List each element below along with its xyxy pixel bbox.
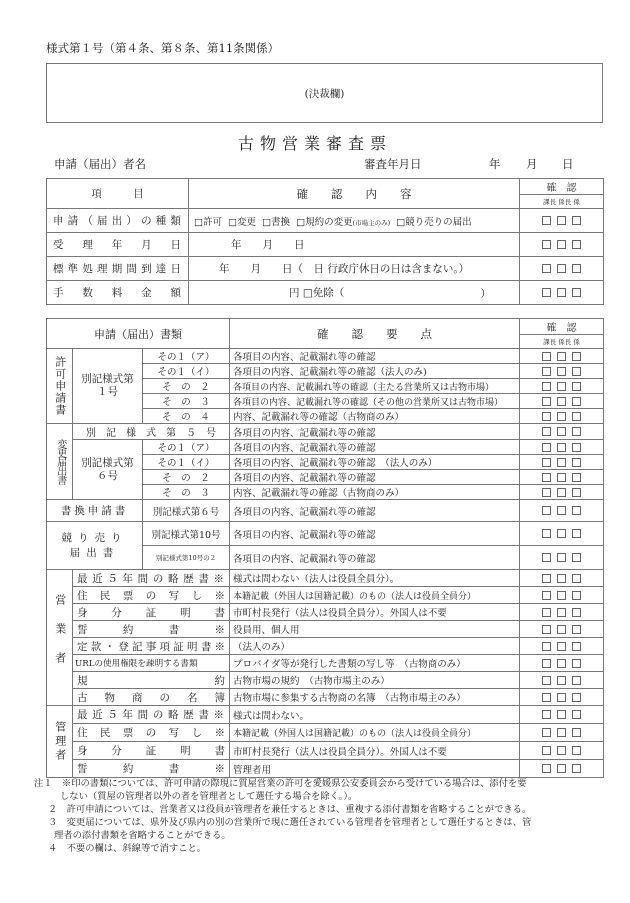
sub-item: その１（イ） [143,364,230,379]
table-row [47,587,604,604]
check-point: 内容、記載漏れ等の確認（古物商のみ） [230,485,520,500]
col-header-content-text: 確 認 内 容 [296,186,412,201]
row-label: 申請（届出）の種類 [47,209,189,233]
application-info-table [46,178,604,305]
confirm-checkboxes[interactable] [520,587,604,604]
note-3: ３ 変更届については、県外及び県内の別の営業所で現に選任されている管理者を管理者として選任するときは、管 [48,817,532,828]
check-point: 各項目の内容、記載漏れ等の確認 [230,349,520,364]
table-row [47,209,604,233]
check-point: 様式は問わない。 [230,706,520,724]
table-row [47,500,604,522]
change-form5: 別 記 様 式 第 ５ 号 [73,424,230,440]
confirm-checkboxes[interactable] [520,500,604,522]
note-1-cont: しない（質屋の管理者以外の者を管理者として選任する場合を除く。）。 [60,791,358,802]
table-row [47,760,604,778]
confirm-checkboxes[interactable] [520,257,604,281]
note-1: 注１ ※印の書類については、許可申請の際現に質屋営業の許可を愛媛県公安委員会から受けている場合は、添付を要 [34,778,527,789]
check-point: 各項目の内容、記載漏れ等の確認 [230,500,520,522]
col-header-points [230,319,520,349]
sub-item: その１（ア） [143,440,230,455]
check-point: （法人のみ） [230,638,520,655]
check-point: 内容、記載漏れ等の確認（古物商のみ） [230,409,520,424]
confirm-checkboxes[interactable] [520,546,604,570]
confirm-checkboxes[interactable] [520,724,604,742]
confirm-checkboxes[interactable] [520,672,604,689]
table-row [47,522,604,546]
confirm-checkboxes[interactable] [520,655,604,672]
table-row [47,689,604,706]
confirm-checkboxes[interactable] [520,604,604,621]
table-row [47,724,604,742]
permit-form: 別記様式第１号 [73,349,143,424]
table-row [47,349,604,364]
rewrite-label: 書換申請書 [47,500,143,522]
check-point: 各項目の内容、記載漏れ等の確認 [230,440,520,455]
check-point: 各項目の内容、記載漏れ等の確認 [230,424,520,440]
manager-doc: 住民票の写し※ [73,724,230,742]
confirm-checkboxes[interactable] [520,570,604,587]
check-point: 本籍記載（外国人は国籍記載）のもの（法人は役員全員分） [230,724,520,742]
confirm-roles [520,195,604,209]
review-date-label: 審査年月日 [364,157,422,171]
check-point: 古物市場に参集する古物商の名簿 （古物市場主のみ） [230,689,520,706]
confirm-checkboxes[interactable] [520,760,604,778]
confirm-checkboxes[interactable] [520,424,604,440]
confirm-checkboxes[interactable] [520,440,604,455]
row-label: 受理年月日 [47,233,189,257]
row-label: 標準処理期間到達日 [47,257,189,281]
col-header-docs [47,319,230,349]
col-header-item [47,179,189,209]
form-number: 様式第１号（第４条、第８条、第11条関係） [46,41,280,55]
confirm-checkboxes[interactable] [520,455,604,470]
confirm-checkboxes[interactable] [520,522,604,546]
category-business-text: 営業者 [53,594,67,681]
business-doc: 住民票の写し※ [73,587,230,604]
fee-amount-text: 円 □免除（ [289,287,345,299]
sub-item: そ の ４ [143,409,230,424]
decision-column-box [46,63,603,123]
category-change [47,424,73,500]
sub-item: その１（イ） [143,455,230,470]
manager-doc: 身分証明書 [73,742,230,760]
confirm-checkboxes[interactable] [520,364,604,379]
standard-processing-date[interactable]: 年 月 日（ 日 行政庁休日の日は含まない。） [189,257,520,281]
rewrite-form: 別記様式第６号 [143,500,230,522]
manager-doc: 誓約書※ [73,760,230,778]
confirm-checkboxes[interactable] [520,485,604,500]
option-rule-change[interactable]: □規約の変更 [296,216,353,228]
col-header-item-text: 項 目 [91,188,144,200]
business-doc: URLの使用権限を疎明する書類 [73,655,230,672]
sub-item: そ の ３ [143,394,230,409]
check-point: 管理者用 [230,760,520,778]
change-form6: 別記様式第６号 [73,440,143,500]
check-point: 各項目の内容、記載漏れ等の確認（主たる営業所又は古物市場） [230,379,520,394]
note-2: ２ 許可申請については、営業者又は役員が管理者を兼任するときは、重複する添付書類を省略することができる。 [48,804,532,815]
table-header-row [47,179,604,195]
col-header-confirm: 確 認 [520,319,604,335]
business-doc: 身分証明書 [73,604,230,621]
fee-close-paren: ） [480,288,491,300]
auction-label [47,522,143,570]
category-permit [47,349,73,424]
category-manager [47,706,73,778]
check-point: 各項目の内容、記載漏れ等の確認（法人のみ) [230,364,520,379]
applicant-name-label: 申請（届出）者名 [54,157,146,171]
table-header-row [47,319,604,335]
option-auction-notice[interactable]: □競り売りの届出 [396,216,472,228]
table-row [47,655,604,672]
confirm-checkboxes[interactable] [520,638,604,655]
role-kakari: 係 [573,338,580,346]
check-point: 古物市場の規約 （古物市場主のみ） [230,672,520,689]
table-row [47,742,604,760]
auction-label-line1: 競り売り [61,531,128,544]
review-month: 月 [526,157,538,171]
sub-item: そ の ３ [143,485,230,500]
table-row [47,440,604,455]
category-change-text: 変更届出書 [54,439,66,484]
table-row [47,638,604,655]
fee-amount[interactable] [189,281,520,305]
confirm-checkboxes[interactable] [520,379,604,394]
confirm-checkboxes[interactable] [520,470,604,485]
table-row [47,706,604,724]
check-point: 本籍記載（外国人は国籍記載）のもの（法人は役員全員分） [230,587,520,604]
decision-column-label: (決裁欄) [304,87,345,100]
option-permit[interactable]: □許可 [194,216,222,228]
confirm-checkboxes[interactable] [520,409,604,424]
option-change[interactable]: □変更 [228,216,257,228]
sub-item: その１（ア） [143,349,230,364]
check-point: 役員用、個人用 [230,621,520,638]
business-doc: 規約 [73,672,230,689]
col-header-content [189,179,520,209]
review-day: 日 [562,157,574,171]
review-year: 年 [489,157,501,171]
option-rewrite[interactable]: □書換 [262,216,291,228]
receipt-date[interactable]: 年 月 日 [189,233,520,257]
auction-form: 別記様式第10号 [143,522,230,546]
check-point: 各項目の内容、記載漏れ等の確認 （法人のみ） [230,455,520,470]
check-point: 各項目の内容、記載漏れ等の確認（その他の営業所又は古物市場） [230,394,520,409]
business-doc: 古物商の名簿 [73,689,230,706]
sub-item: そ の ２ [143,470,230,485]
application-type-options [189,209,520,233]
page-title: 古物営業審査票 [237,134,392,153]
table-row [47,281,604,305]
col-header-confirm: 確 認 [520,179,604,195]
note-4: ４ 不要の欄は、斜線等で消すこと。 [48,843,207,854]
table-row [47,672,604,689]
role-kacho: 課長 [543,198,557,206]
auction-label-line2: 届出書 [69,546,120,559]
check-point: 様式は問わない（法人は役員全員分）。 [230,570,520,587]
check-point: プロバイダ等が発行した書類の写し等 （古物商のみ） [230,655,520,672]
business-doc: 最近５年間の略歴書※ [73,570,230,587]
confirm-checkboxes[interactable] [520,209,604,233]
check-point: 市町村長発行（法人は役員全員分）。外国人は不要 [230,742,520,760]
check-point: 各項目の内容、記載漏れ等の確認 [230,546,520,570]
table-row [47,233,604,257]
role-kakaricho: 係長 [558,198,572,206]
table-row [47,604,604,621]
auction-form: 別記様式第10号の２ [143,546,230,570]
col-header-docs-text: 申請（届出）書類 [94,327,183,341]
role-kakari: 係 [573,198,580,206]
role-kakaricho: 係長 [558,338,572,346]
confirm-checkboxes[interactable] [520,742,604,760]
documents-table [46,318,604,778]
check-point: 市町村長発行（法人は役員全員分）。外国人は不要 [230,604,520,621]
confirm-checkboxes[interactable] [520,621,604,638]
category-business [47,570,73,706]
confirm-checkboxes[interactable] [520,706,604,724]
confirm-checkboxes[interactable] [520,281,604,305]
check-point: 各項目の内容、記載漏れ等の確認 [230,470,520,485]
confirm-checkboxes[interactable] [520,689,604,706]
table-row [47,570,604,587]
notes [34,777,606,855]
table-row [47,621,604,638]
option-rule-change-note: (市場主のみ) [352,218,391,227]
sub-item: そ の ２ [143,379,230,394]
category-permit-text: 許可申請書 [53,356,67,416]
role-kacho: 課長 [543,338,557,346]
business-doc: 誓約書※ [73,621,230,638]
col-header-points-text: 確 認 要 点 [317,326,433,341]
business-doc: 定款・登記事項証明書※ [73,638,230,655]
table-row [47,424,604,440]
category-manager-text: 管理者 [53,720,67,763]
row-label: 手数料金額 [47,281,189,305]
check-point: 各項目の内容、記載漏れ等の確認 [230,522,520,546]
confirm-checkboxes[interactable] [520,233,604,257]
note-3-cont: 理者の添付書類を省略することができる。 [54,830,231,841]
confirm-checkboxes[interactable] [520,349,604,364]
table-row [47,257,604,281]
manager-doc: 最近５年間の略歴書※ [73,706,230,724]
confirm-roles [520,335,604,349]
confirm-checkboxes[interactable] [520,394,604,409]
